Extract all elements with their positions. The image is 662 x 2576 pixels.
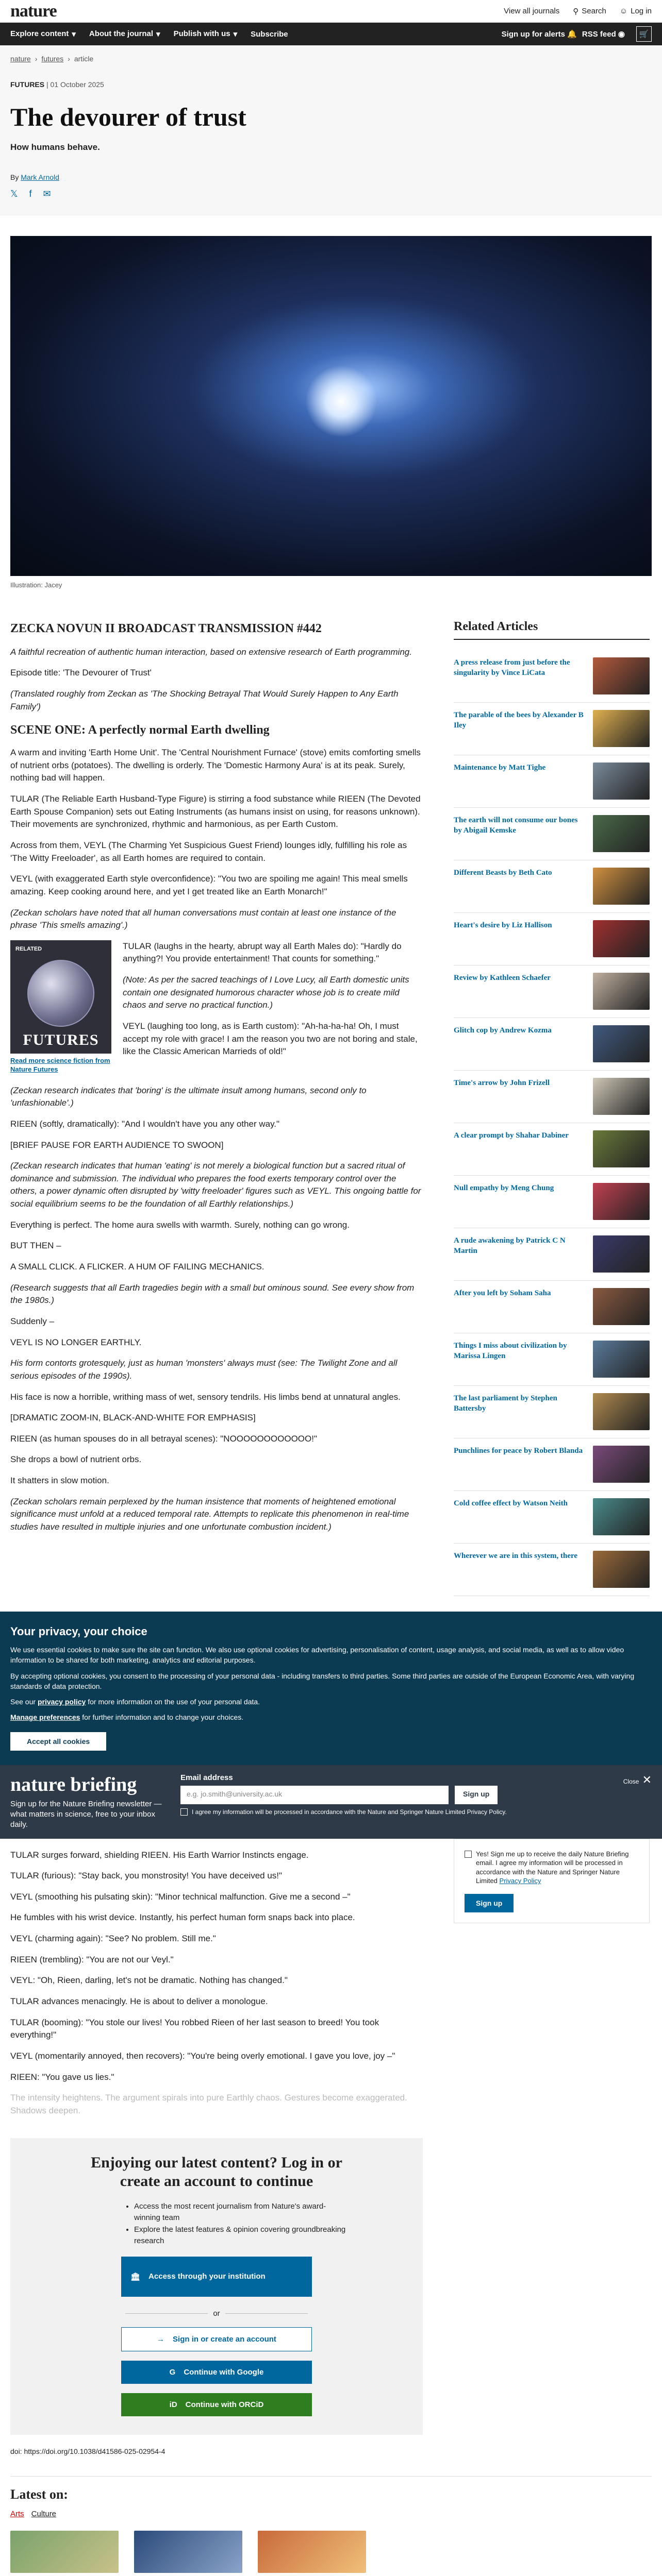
breadcrumb-nature[interactable]: nature (10, 55, 31, 63)
paragraph: He fumbles with his wrist device. Instantly, his perfect human form snaps back into place. (10, 1912, 355, 1923)
related-futures-box (10, 940, 423, 1074)
paragraph: (Note: As per the sacred teachings of I Love Lucy, all Earth domestic units contain one designated humorous character whose job is to create mild chaos and serve no practical function.) (123, 975, 409, 1010)
cookie-banner (0, 1612, 662, 1765)
tag-arts[interactable]: Arts (10, 2509, 24, 2518)
briefing-close-button[interactable] (623, 1773, 652, 1831)
signup-consent-text: Yes! Sign me up to receive the daily Nature Briefing email. I agree my information will be processed in accordance with the Nature and Springer Nature Limited (476, 1850, 629, 1885)
paragraph: RIEEN: "You gave us lies." (10, 2072, 114, 2082)
briefing-logo: nature briefing (10, 1773, 137, 1795)
paragraph: A SMALL CLICK. A FLICKER. A HUM OF FAILING MECHANICS. (10, 1262, 264, 1272)
image-caption: Illustration: Jacey (10, 581, 62, 589)
article-meta (10, 80, 652, 89)
institution-icon: 🏛 (130, 2272, 141, 2281)
related-article-thumbnail (593, 1078, 650, 1115)
related-article-thumbnail (593, 1446, 650, 1483)
related-article-title: The parable of the bees by Alexander B Iley (454, 711, 584, 730)
cookie-manage-post: for further information and to change your choices. (82, 1713, 244, 1722)
latest-card[interactable] (134, 2531, 242, 2576)
or-label: or (213, 2309, 220, 2318)
related-article-title: Review by Kathleen Schaefer (454, 974, 551, 982)
nature-logo[interactable]: nature (10, 1, 57, 21)
related-heading: Related Articles (454, 620, 650, 640)
related-article-title: A rude awakening by Patrick C N Martin (454, 1236, 566, 1256)
cookie-privacy-post: for more information on the use of your personal data. (88, 1698, 260, 1706)
email-label: Email address (180, 1773, 233, 1782)
accept-cookies-button[interactable]: Accept all cookies (10, 1732, 106, 1751)
related-article-item[interactable] (454, 1123, 650, 1176)
related-article-thumbnail (593, 1551, 650, 1588)
related-article-title: A clear prompt by Shahar Dabiner (454, 1131, 569, 1140)
paragraph: A faithful recreation of authentic human interaction, based on extensive research of Earth programming. (10, 647, 412, 657)
futures-cover-title: FUTURES (23, 1031, 99, 1048)
cookie-text (10, 1712, 650, 1722)
paragraph: TULAR surges forward, shielding RIEEN. His Earth Warrior Instincts engage. (10, 1850, 309, 1860)
futures-cover-image (10, 940, 111, 1054)
related-article-title: Glitch cop by Andrew Kozma (454, 1026, 552, 1035)
related-article-title: Wherever we are in this system, there (454, 1552, 578, 1560)
hero-glow (305, 365, 377, 437)
google-button[interactable] (121, 2361, 312, 2384)
briefing-bar (0, 1765, 662, 1839)
related-article-item[interactable] (454, 1491, 650, 1544)
card-image (258, 2531, 366, 2573)
paragraph-faded: The intensity heightens. The argument spirals into pure Earthly chaos. Gestures become exaggerated. Shadows deepen. (10, 2093, 407, 2115)
paragraph: (Zeckan research indicates that human 'eating' is not merely a biological function but a sacred ritual of dominance and submission. The individual who prepares the food exerts temporary control over the others, a power dynamic often disrupted by 'witty freeloader' figures such as VEYL. This ongoing battle for social equilibrium seems to be the foundation of all Earthly relationships.) (10, 1161, 421, 1209)
paragraph: She drops a bowl of nutrient orbs. (10, 1454, 142, 1465)
briefing-signup-box (454, 1839, 650, 1923)
paragraph: (Zeckan research indicates that 'boring' is the ultimate insult among humans, second only to 'unfashionable'.) (10, 1085, 367, 1108)
list-item: • Explore the latest features & opinion covering groundbreaking research (134, 2224, 351, 2247)
paywall (10, 2138, 423, 2435)
scene-heading: SCENE ONE: A perfectly normal Earth dwelling (10, 723, 270, 737)
search-button[interactable] (573, 7, 606, 16)
list-item: • Access the most recent journalism from Nature's award-winning team (134, 2201, 351, 2224)
related-article-thumbnail (593, 1288, 650, 1325)
related-article-item[interactable] (454, 1176, 650, 1228)
rss-label: RSS feed (582, 30, 616, 39)
related-article-thumbnail (593, 762, 650, 800)
related-article-item[interactable] (454, 755, 650, 808)
related-article-thumbnail (593, 815, 650, 852)
paragraph: Episode title: 'The Devourer of Trust' (10, 668, 152, 678)
related-article-title: Heart's desire by Liz Hallison (454, 921, 552, 929)
related-article-title: Null empathy by Meng Chung (454, 1184, 554, 1192)
article-subtitle: How humans behave. (10, 142, 100, 152)
rss-link[interactable] (582, 29, 625, 39)
alerts-button[interactable] (502, 29, 577, 39)
related-article-item[interactable] (454, 913, 650, 965)
related-article-item[interactable] (454, 1438, 650, 1491)
related-article-item[interactable] (454, 1071, 650, 1123)
breadcrumb-futures[interactable]: futures (41, 55, 64, 63)
nav-explore-label: Explore content (10, 29, 69, 38)
related-article-thumbnail (593, 1393, 650, 1430)
paragraph: TULAR advances menacingly. He is about to deliver a monologue. (10, 1996, 268, 2007)
paragraph: His form contorts grotesquely, just as human 'monsters' always must (see: The Twilight Zone and all serious episodes of the 1990s). (10, 1358, 398, 1381)
signup-consent (476, 1850, 639, 1886)
related-article-title: Different Beasts by Beth Cato (454, 869, 552, 877)
orcid-label: Continue with ORCiD (185, 2400, 264, 2409)
paragraph: RIEEN (as human spouses do in all betrayal scenes): "NOOOOOOOOOOOO!" (10, 1433, 317, 1444)
or-divider (82, 2309, 351, 2318)
related-article-item[interactable] (454, 1333, 650, 1386)
paragraph: (Zeckan scholars remain perplexed by the human insistence that moments of heightened emotional significance must unfold at a reduced temporal rate. Attempts to replicate this phenomenon in real-time studies have resulted in multiple injuries and one unfortunate combustion incident.) (10, 1496, 409, 1532)
paragraph: It shatters in slow motion. (10, 1476, 109, 1486)
related-article-thumbnail (593, 1025, 650, 1062)
paragraph: TULAR (laughs in the hearty, abrupt way all Earth Males do): "Hardly do anything?! You provide entertainment! That counts for something." (123, 941, 402, 964)
related-article-item[interactable] (454, 965, 650, 1018)
card-image (10, 2531, 119, 2573)
paragraph: Across from them, VEYL (The Charming Yet Suspicious Guest Friend) lounges idly, fulfilling his role as 'The Witty Freeloader', as all Earth homes are required to contain. (10, 840, 407, 863)
signin-label: Sign in or create an account (173, 2334, 276, 2344)
cookie-heading: Your privacy, your choice (10, 1625, 147, 1638)
chevron-down-icon: ▾ (72, 30, 76, 39)
related-article-thumbnail (593, 1130, 650, 1167)
latest-card[interactable] (258, 2531, 366, 2576)
paragraph: RIEEN (trembling): "You are not our Veyl." (10, 1954, 174, 1964)
page-title: The devourer of trust (10, 103, 246, 131)
briefing-text: Sign up for the Nature Briefing newsletter — what matters in science, free to your inbox daily. (10, 1799, 162, 1829)
related-article-title: Maintenance by Matt Tighe (454, 764, 546, 772)
paragraph: A warm and inviting 'Earth Home Unit'. The 'Central Nourishment Furnace' (stove) emits comforting smells of nutrient orbs (potatoes). The dwelling is orderly. The 'Domestic Harmony Aura' is at its peak. Surely, nothing bad will happen. (10, 748, 421, 783)
byline (10, 173, 652, 181)
tag-culture[interactable]: Culture (31, 2509, 57, 2518)
related-article-item[interactable] (454, 1544, 650, 1596)
top-bar (0, 0, 662, 23)
divider-line (125, 2313, 208, 2314)
related-article-thumbnail (593, 868, 650, 905)
title-area (0, 45, 662, 215)
google-icon: G (169, 2367, 176, 2377)
search-label: Search (582, 7, 606, 15)
google-label: Continue with Google (184, 2367, 264, 2377)
related-article-item[interactable] (454, 650, 650, 703)
signup-checkbox[interactable] (465, 1851, 472, 1858)
consent-text: I agree my information will be processed in accordance with the Nature and Springer Nature Limited Privacy Policy. (192, 1808, 507, 1816)
latest-heading: Latest on: (10, 2486, 68, 2502)
breadcrumb-separator-icon: › (35, 55, 38, 63)
related-article-item[interactable] (454, 1386, 650, 1438)
paragraph: VEYL IS NO LONGER EARTHLY. (10, 1337, 142, 1347)
paragraph: VEYL (with exaggerated Earth style overconfidence): "You two are spoiling me again! This meal smells amazing. Keep cooking around here, and yet I get treated like an Earth Monarch!" (10, 874, 408, 896)
signin-icon: → (157, 2334, 165, 2344)
latest-card[interactable] (10, 2531, 119, 2576)
related-article-item[interactable] (454, 860, 650, 913)
view-all-journals-link[interactable]: View all journals (504, 7, 560, 15)
breadcrumb-article: article (74, 55, 94, 63)
paragraph: (Translated roughly from Zeckan as 'The Shocking Betrayal That Would Surely Happen to Any Earth Family') (10, 689, 399, 711)
paywall-benefits (134, 2201, 351, 2247)
breadcrumb (10, 55, 652, 63)
related-article-title: Punchlines for peace by Robert Blanda (454, 1447, 583, 1455)
related-article-thumbnail (593, 1341, 650, 1378)
login-label: Log in (631, 7, 652, 15)
article-section: FUTURES (10, 80, 45, 89)
signup-box-button[interactable]: Sign up (465, 1894, 514, 1912)
chevron-down-icon: ▾ (233, 30, 238, 39)
doi-link[interactable]: doi: https://doi.org/10.1038/d41586-025-02954-4 (10, 2447, 166, 2455)
chevron-down-icon: ▾ (156, 30, 160, 39)
article-date: 01 October 2025 (50, 80, 104, 89)
paragraph: [DRAMATIC ZOOM-IN, BLACK-AND-WHITE FOR EMPHASIS] (10, 1413, 256, 1423)
nav-publish[interactable] (174, 29, 238, 39)
related-badge: RELATED (15, 945, 42, 952)
nav-subscribe[interactable]: Subscribe (251, 29, 288, 39)
nav-publish-label: Publish with us (173, 29, 230, 38)
related-article-thumbnail (593, 1183, 650, 1220)
alerts-label: Sign up for alerts (501, 30, 566, 39)
twitter-icon[interactable]: 𝕏 (10, 189, 18, 199)
breadcrumb-separator-icon: › (68, 55, 70, 63)
author-link[interactable]: Mark Arnold (21, 173, 59, 181)
related-article-item[interactable] (454, 1281, 650, 1333)
related-article-thumbnail (593, 920, 650, 957)
nav-explore[interactable] (10, 29, 76, 39)
paragraph: His face is now a horrible, writhing mass of wet, sensory tendrils. His limbs bend at unnatural angles. (10, 1392, 401, 1402)
paragraph: RIEEN (softly, dramatically): "And I wouldn't have you any other way." (10, 1118, 280, 1129)
related-article-title: A press release from just before the singularity by Vince LiCata (454, 658, 570, 677)
privacy-policy-link[interactable]: privacy policy (37, 1698, 86, 1706)
related-article-item[interactable] (454, 808, 650, 860)
privacy-policy-link[interactable]: Privacy Policy (499, 1877, 541, 1885)
related-article-thumbnail (593, 1235, 650, 1273)
share-bar (10, 189, 652, 199)
close-icon: ✕ (642, 1773, 652, 1786)
consent-checkbox[interactable] (180, 1808, 188, 1816)
user-icon: ☺ (619, 7, 628, 15)
latest-on (10, 2476, 652, 2576)
main-nav (0, 23, 662, 45)
paragraph: VEYL (charming again): "See? No problem. Still me." (10, 1934, 216, 1944)
article-body (10, 620, 423, 1596)
related-article-thumbnail (593, 657, 650, 694)
related-article-thumbnail (593, 1498, 650, 1535)
meta-separator: | (46, 80, 51, 89)
cart-button[interactable] (636, 26, 652, 42)
paragraph: VEYL (laughing too long, as is Earth custom): "Ah-ha-ha-ha! Oh, I must accept my role with grace! I am the reason you two are not boring and stale, like the Classic American Marrieds of old!" (123, 1021, 418, 1057)
paragraph: Everything is perfect. The home aura swells with warmth. Surely, nothing can go wrong. (10, 1219, 350, 1230)
related-article-title: The earth will not consume our bones by Abigail Kemske (454, 816, 578, 835)
nav-about[interactable] (89, 29, 160, 39)
cookie-privacy-pre: See our (10, 1698, 36, 1706)
cart-icon: 🛒 (639, 30, 649, 39)
cookie-text: By accepting optional cookies, you consent to the processing of your personal data - including transfers to third parties. Some third parties are outside of the European Economic Area, with varying standards of data protection. (10, 1671, 635, 1690)
institution-access-button[interactable] (121, 2257, 312, 2297)
paragraph: Suddenly – (10, 1316, 55, 1326)
bell-icon: 🔔 (567, 30, 577, 39)
futures-promo-link[interactable]: Read more science fiction from Nature Futures (10, 1056, 110, 1073)
related-article-item[interactable] (454, 1228, 650, 1281)
paragraph: TULAR (booming): "You stole our lives! You robbed Rieen of her last season to breed! You took everything!" (10, 2017, 379, 2040)
related-article-thumbnail (593, 710, 650, 747)
divider-line (225, 2313, 308, 2314)
login-button[interactable] (620, 7, 652, 15)
planet-icon (27, 960, 94, 1027)
hero-illustration (10, 236, 652, 576)
related-article-title: Cold coffee effect by Watson Neith (454, 1499, 568, 1507)
briefing-form (180, 1773, 608, 1831)
paragraph: BUT THEN – (10, 1241, 61, 1251)
search-icon: ⚲ (573, 7, 579, 16)
paragraph: VEYL (momentarily annoyed, then recovers): "You're being overly emotional. I gave you love, joy –" (10, 2050, 395, 2061)
briefing-signup-button[interactable]: Sign up (455, 1786, 498, 1804)
related-article-title: Time's arrow by John Frizell (454, 1079, 550, 1087)
transmission-heading: ZECKA NOVUN II BROADCAST TRANSMISSION #442 (10, 622, 322, 635)
nav-about-label: About the journal (89, 29, 154, 38)
email-icon[interactable]: ✉ (43, 189, 51, 199)
related-article-title: The last parliament by Stephen Battersby (454, 1394, 557, 1413)
related-article-title: Things I miss about civilization by Marissa Lingen (454, 1342, 567, 1361)
card-image (134, 2531, 242, 2573)
paragraph: TULAR (The Reliable Earth Husband-Type Figure) is stirring a food substance while RIEEN (The Devoted Earth Spouse Companion) sets out Eating Instruments (as humans insist on using, for reasons unknown). Their movements are synchronized, rhythmic and harmonious, as per Earth Custom. (10, 794, 421, 829)
paragraph: (Research suggests that all Earth tragedies begin with a small but ominous sound. See every show from the 1980s.) (10, 1282, 415, 1306)
institution-label: Access through your institution (148, 2272, 266, 2281)
related-article-title: After you left by Soham Saha (454, 1289, 551, 1297)
briefing-close-label: Close (623, 1777, 639, 1785)
related-article-item[interactable] (454, 1018, 650, 1071)
cookie-text (10, 1697, 650, 1707)
rss-icon: ◉ (618, 30, 625, 39)
article-body-continued (10, 1849, 423, 2126)
paragraph: VEYL: "Oh, Rieen, darling, let's not be dramatic. Nothing has changed." (10, 1975, 288, 1986)
related-articles (454, 620, 650, 1596)
paywall-heading: Enjoying our latest content? Log in or create an account to continue (91, 2154, 342, 2190)
related-article-thumbnail (593, 973, 650, 1010)
manage-preferences-link[interactable]: Manage preferences (10, 1713, 80, 1722)
futures-promo[interactable] (10, 940, 111, 1074)
paragraph: VEYL (smoothing his pulsating skin): "Minor technical malfunction. Give me a second –" (10, 1891, 351, 1902)
facebook-icon[interactable]: f (29, 189, 32, 199)
cookie-text: We use essential cookies to make sure the site can function. We also use optional cookies for advertising, personalisation of content, usage analysis, and social media, as well as to allow video information to be shared for both marketing, analytics and editorial purposes. (10, 1646, 624, 1665)
orcid-icon: iD (169, 2400, 177, 2409)
related-article-item[interactable] (454, 703, 650, 755)
signin-button[interactable] (121, 2327, 312, 2351)
paragraph: [BRIEF PAUSE FOR EARTH AUDIENCE TO SWOON] (10, 1140, 224, 1150)
byline-prefix: By (10, 173, 19, 181)
orcid-button[interactable] (121, 2393, 312, 2416)
paragraph: TULAR (furious): "Stay back, you monstrosity! You have deceived us!" (10, 1871, 283, 1881)
paragraph: (Zeckan scholars have noted that all human conversations must contain at least one instance of the phrase 'This smells amazing'.) (10, 907, 396, 930)
email-field[interactable]: e.g. jo.smith@university.ac.uk (180, 1786, 449, 1804)
